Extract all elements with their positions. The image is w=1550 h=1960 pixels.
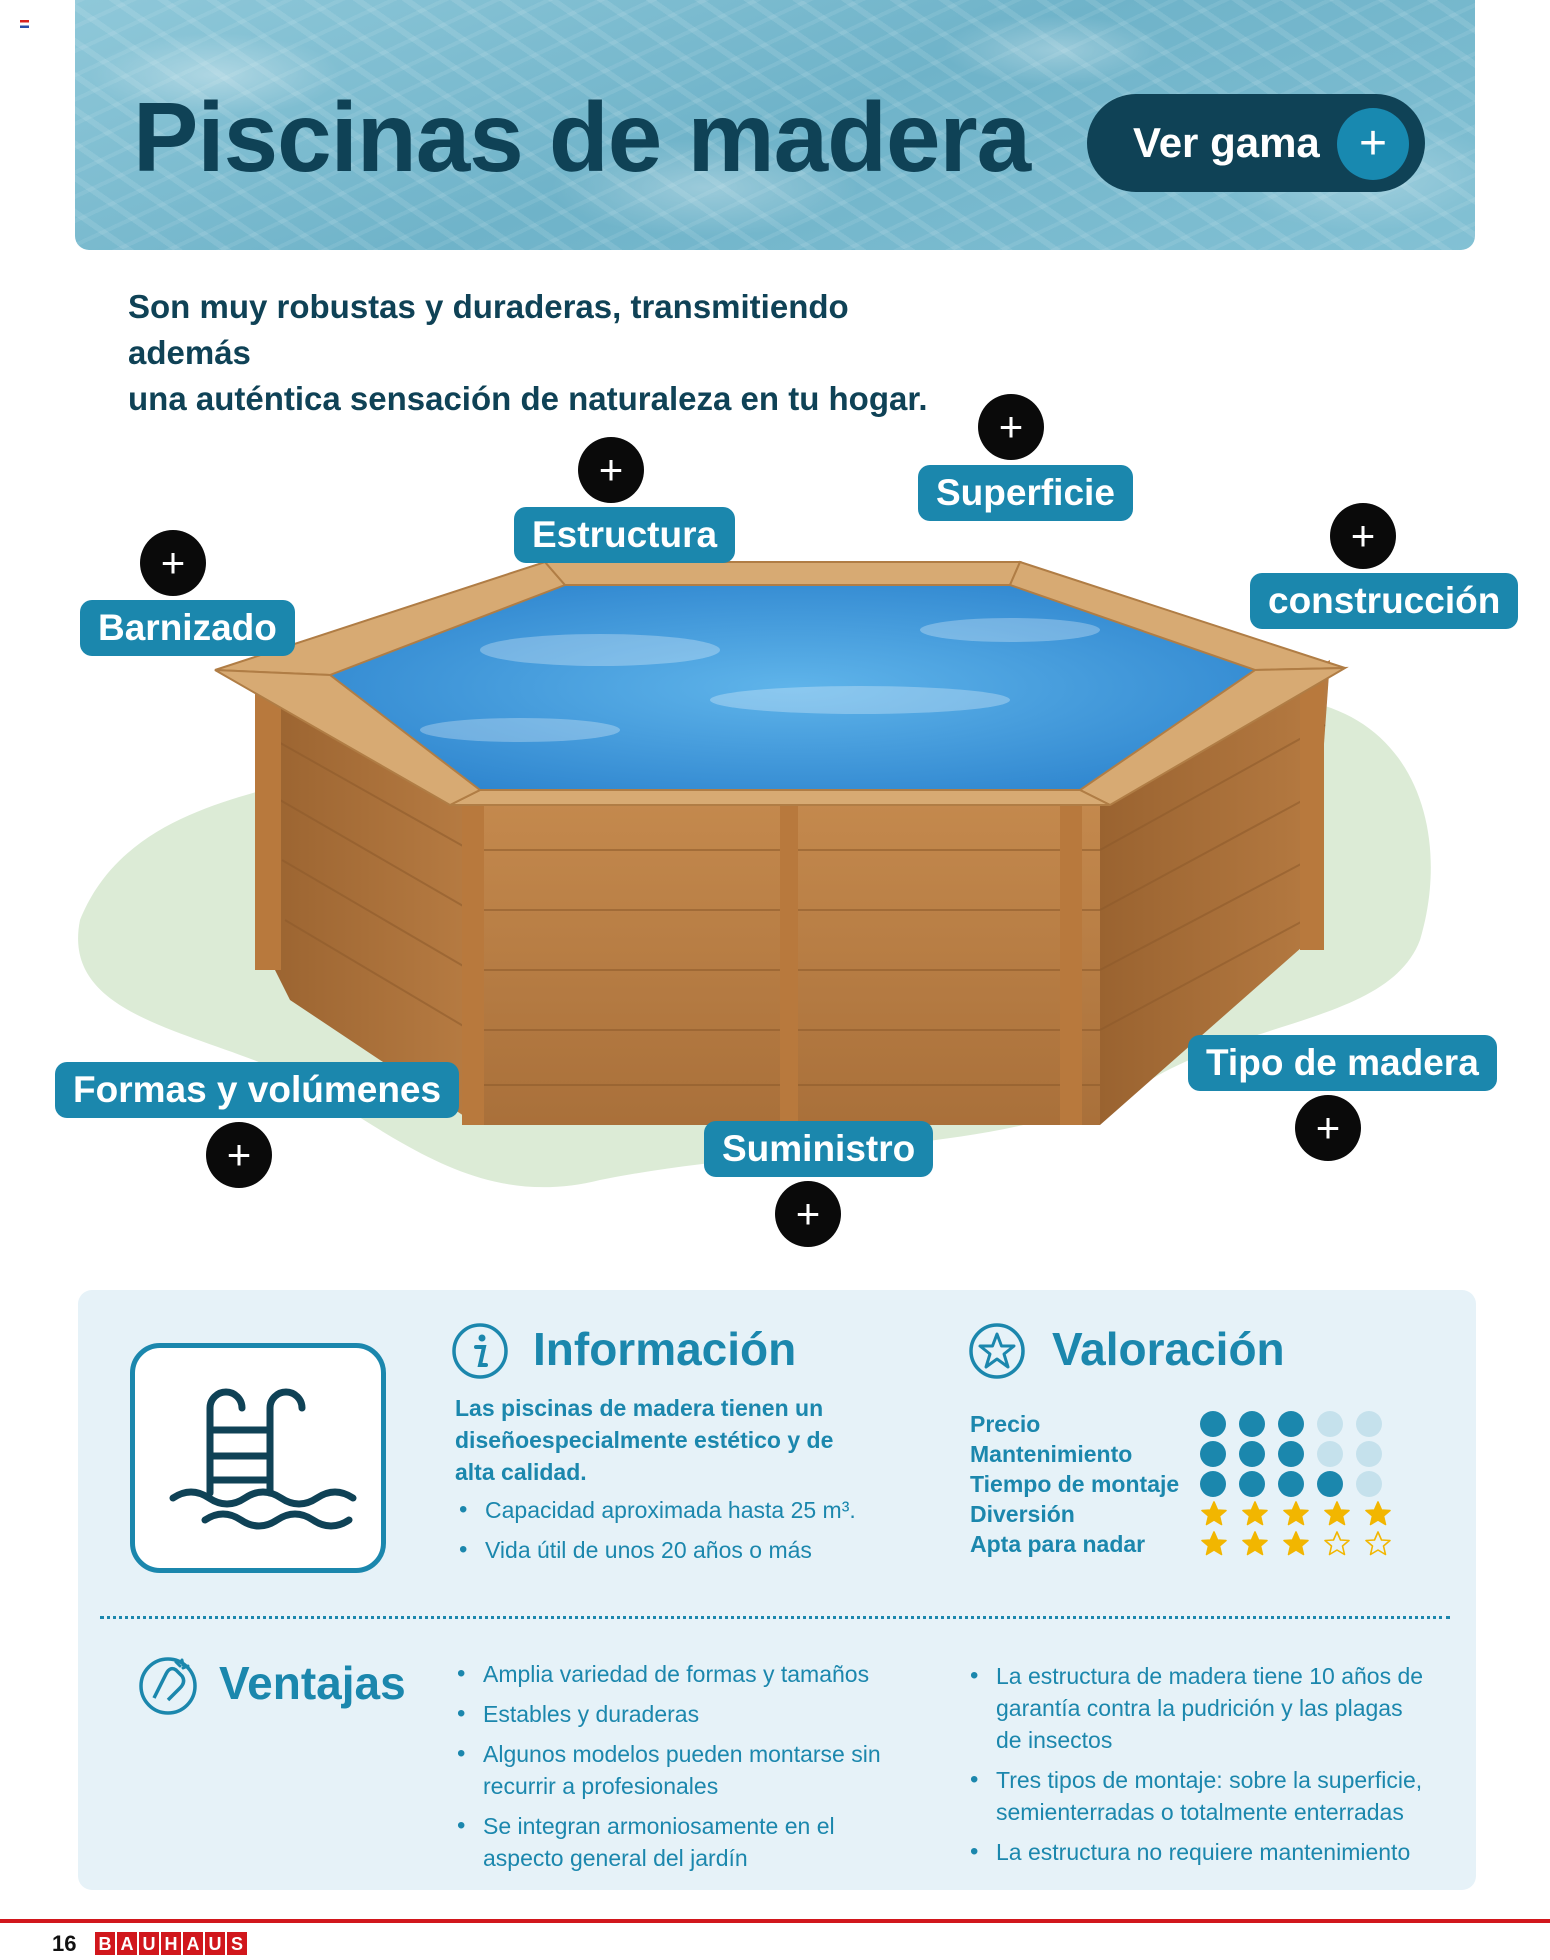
hotspot-barnizado-plus-icon[interactable]: + (140, 530, 206, 596)
hotspot-superficie-plus-icon[interactable]: + (978, 394, 1044, 460)
rating-dot-empty (1356, 1441, 1382, 1467)
rating-dot-filled (1317, 1471, 1343, 1497)
rating-dot-filled (1239, 1441, 1265, 1467)
hotspot-estructura-plus-icon[interactable]: + (578, 437, 644, 503)
hotspot-superficie[interactable]: Superficie (918, 465, 1133, 521)
hotspot-construccion[interactable]: construcción (1250, 573, 1518, 629)
list-item: • La estructura de madera tiene 10 años de garantía contra la pudrición y las plagas de insectos (966, 1660, 1426, 1756)
hotspot-estructura[interactable]: Estructura (514, 507, 735, 563)
star-filled-icon (1323, 1500, 1351, 1528)
star-empty-icon (1364, 1530, 1392, 1558)
ver-gama-label: Ver gama (1133, 119, 1320, 166)
dotted-divider (100, 1616, 1450, 1619)
rating-dot-empty (1356, 1411, 1382, 1437)
hotspot-construccion-plus-icon[interactable]: + (1330, 503, 1396, 569)
hotspot-tipo-madera[interactable]: Tipo de madera (1188, 1035, 1497, 1091)
ventajas-list-1 (453, 1658, 893, 1882)
rating-marks (1200, 1500, 1392, 1528)
star-filled-icon (1241, 1500, 1269, 1528)
list-item: • Se integran armoniosamente en el aspecto general del jardín (453, 1810, 893, 1874)
rating-dot-filled (1278, 1441, 1304, 1467)
rating-dot-filled (1200, 1441, 1226, 1467)
rating-dot-empty (1356, 1471, 1382, 1497)
star-filled-icon (1364, 1500, 1392, 1528)
rating-dot-filled (1278, 1471, 1304, 1497)
page-number: 16 (52, 1931, 77, 1956)
hotspot-formas-plus-icon[interactable]: + (206, 1122, 272, 1188)
list-item: • Amplia variedad de formas y tamaños (453, 1658, 893, 1690)
rating-row (970, 1528, 1430, 1560)
rating-marks (1200, 1530, 1392, 1558)
hero-banner (75, 0, 1475, 250)
star-filled-icon (1241, 1530, 1269, 1558)
rating-dot-filled (1239, 1411, 1265, 1437)
rating-marks (1200, 1441, 1382, 1467)
list-item: • Algunos modelos pueden montarse sin recurrir a profesionales (453, 1738, 893, 1802)
list-item: • Estables y duraderas (453, 1698, 893, 1730)
info-panel (78, 1290, 1476, 1890)
rating-row (970, 1498, 1430, 1530)
valoracion-title: Valoración (1052, 1323, 1285, 1375)
rating-dot-filled (1200, 1471, 1226, 1497)
rating-label: Mantenimiento (970, 1440, 1133, 1467)
bauhaus-logo: B A U H A U S (95, 1932, 247, 1955)
footer-rule (0, 1919, 1550, 1923)
intro-line-1: Son muy robustas y duraderas, transmitiendo además (128, 288, 849, 371)
list-item: • Capacidad aproximada hasta 25 m³. (455, 1494, 875, 1526)
hotspot-formas-volumenes[interactable]: Formas y volúmenes (55, 1062, 459, 1118)
page-title: Piscinas de madera (133, 82, 1031, 192)
info-bullets (455, 1494, 875, 1574)
rating-dot-filled (1278, 1411, 1304, 1437)
ventajas-title: Ventajas (219, 1657, 406, 1709)
ventajas-list-2 (966, 1660, 1426, 1876)
rating-row (970, 1438, 1430, 1470)
rating-row (970, 1468, 1430, 1500)
rating-marks (1200, 1411, 1382, 1437)
rating-dot-filled (1239, 1471, 1265, 1497)
star-filled-icon (1200, 1530, 1228, 1558)
star-badge-icon (968, 1322, 1026, 1380)
hotspot-suministro-plus-icon[interactable]: + (775, 1181, 841, 1247)
rating-marks (1200, 1471, 1382, 1497)
rating-label: Diversión (970, 1500, 1075, 1527)
rating-label: Tiempo de montaje (970, 1470, 1180, 1497)
star-empty-icon (1323, 1530, 1351, 1558)
star-filled-icon (1282, 1530, 1310, 1558)
rating-label: Apta para nadar (970, 1530, 1146, 1557)
star-filled-icon (1200, 1500, 1228, 1528)
info-lead: Las piscinas de madera tienen un diseñoespecialmente estético y de alta calidad. (455, 1395, 834, 1485)
info-title: Información (533, 1323, 797, 1375)
pool-ladder-icon (130, 1343, 386, 1573)
list-item: • La estructura no requiere mantenimiento (966, 1836, 1426, 1868)
rating-dot-filled (1200, 1411, 1226, 1437)
rating-dot-empty (1317, 1411, 1343, 1437)
info-icon (451, 1322, 509, 1380)
ver-gama-button[interactable] (1087, 94, 1425, 192)
rating-row (970, 1408, 1430, 1440)
rating-dot-empty (1317, 1441, 1343, 1467)
rating-label: Precio (970, 1410, 1041, 1437)
list-item: • Vida útil de unos 20 años o más (455, 1534, 875, 1566)
intro-line-2: una auténtica sensación de naturaleza en tu hogar. (128, 380, 928, 417)
hotspot-barnizado[interactable]: Barnizado (80, 600, 295, 656)
hotspot-tipo-madera-plus-icon[interactable]: + (1295, 1095, 1361, 1161)
list-item: • Tres tipos de montaje: sobre la superficie, semienterradas o totalmente enterradas (966, 1764, 1426, 1828)
language-flag-icon[interactable] (20, 20, 29, 28)
hotspot-suministro[interactable]: Suministro (704, 1121, 933, 1177)
star-filled-icon (1282, 1500, 1310, 1528)
plus-icon: + (1337, 108, 1409, 180)
thumbs-up-hand-icon (136, 1652, 200, 1716)
